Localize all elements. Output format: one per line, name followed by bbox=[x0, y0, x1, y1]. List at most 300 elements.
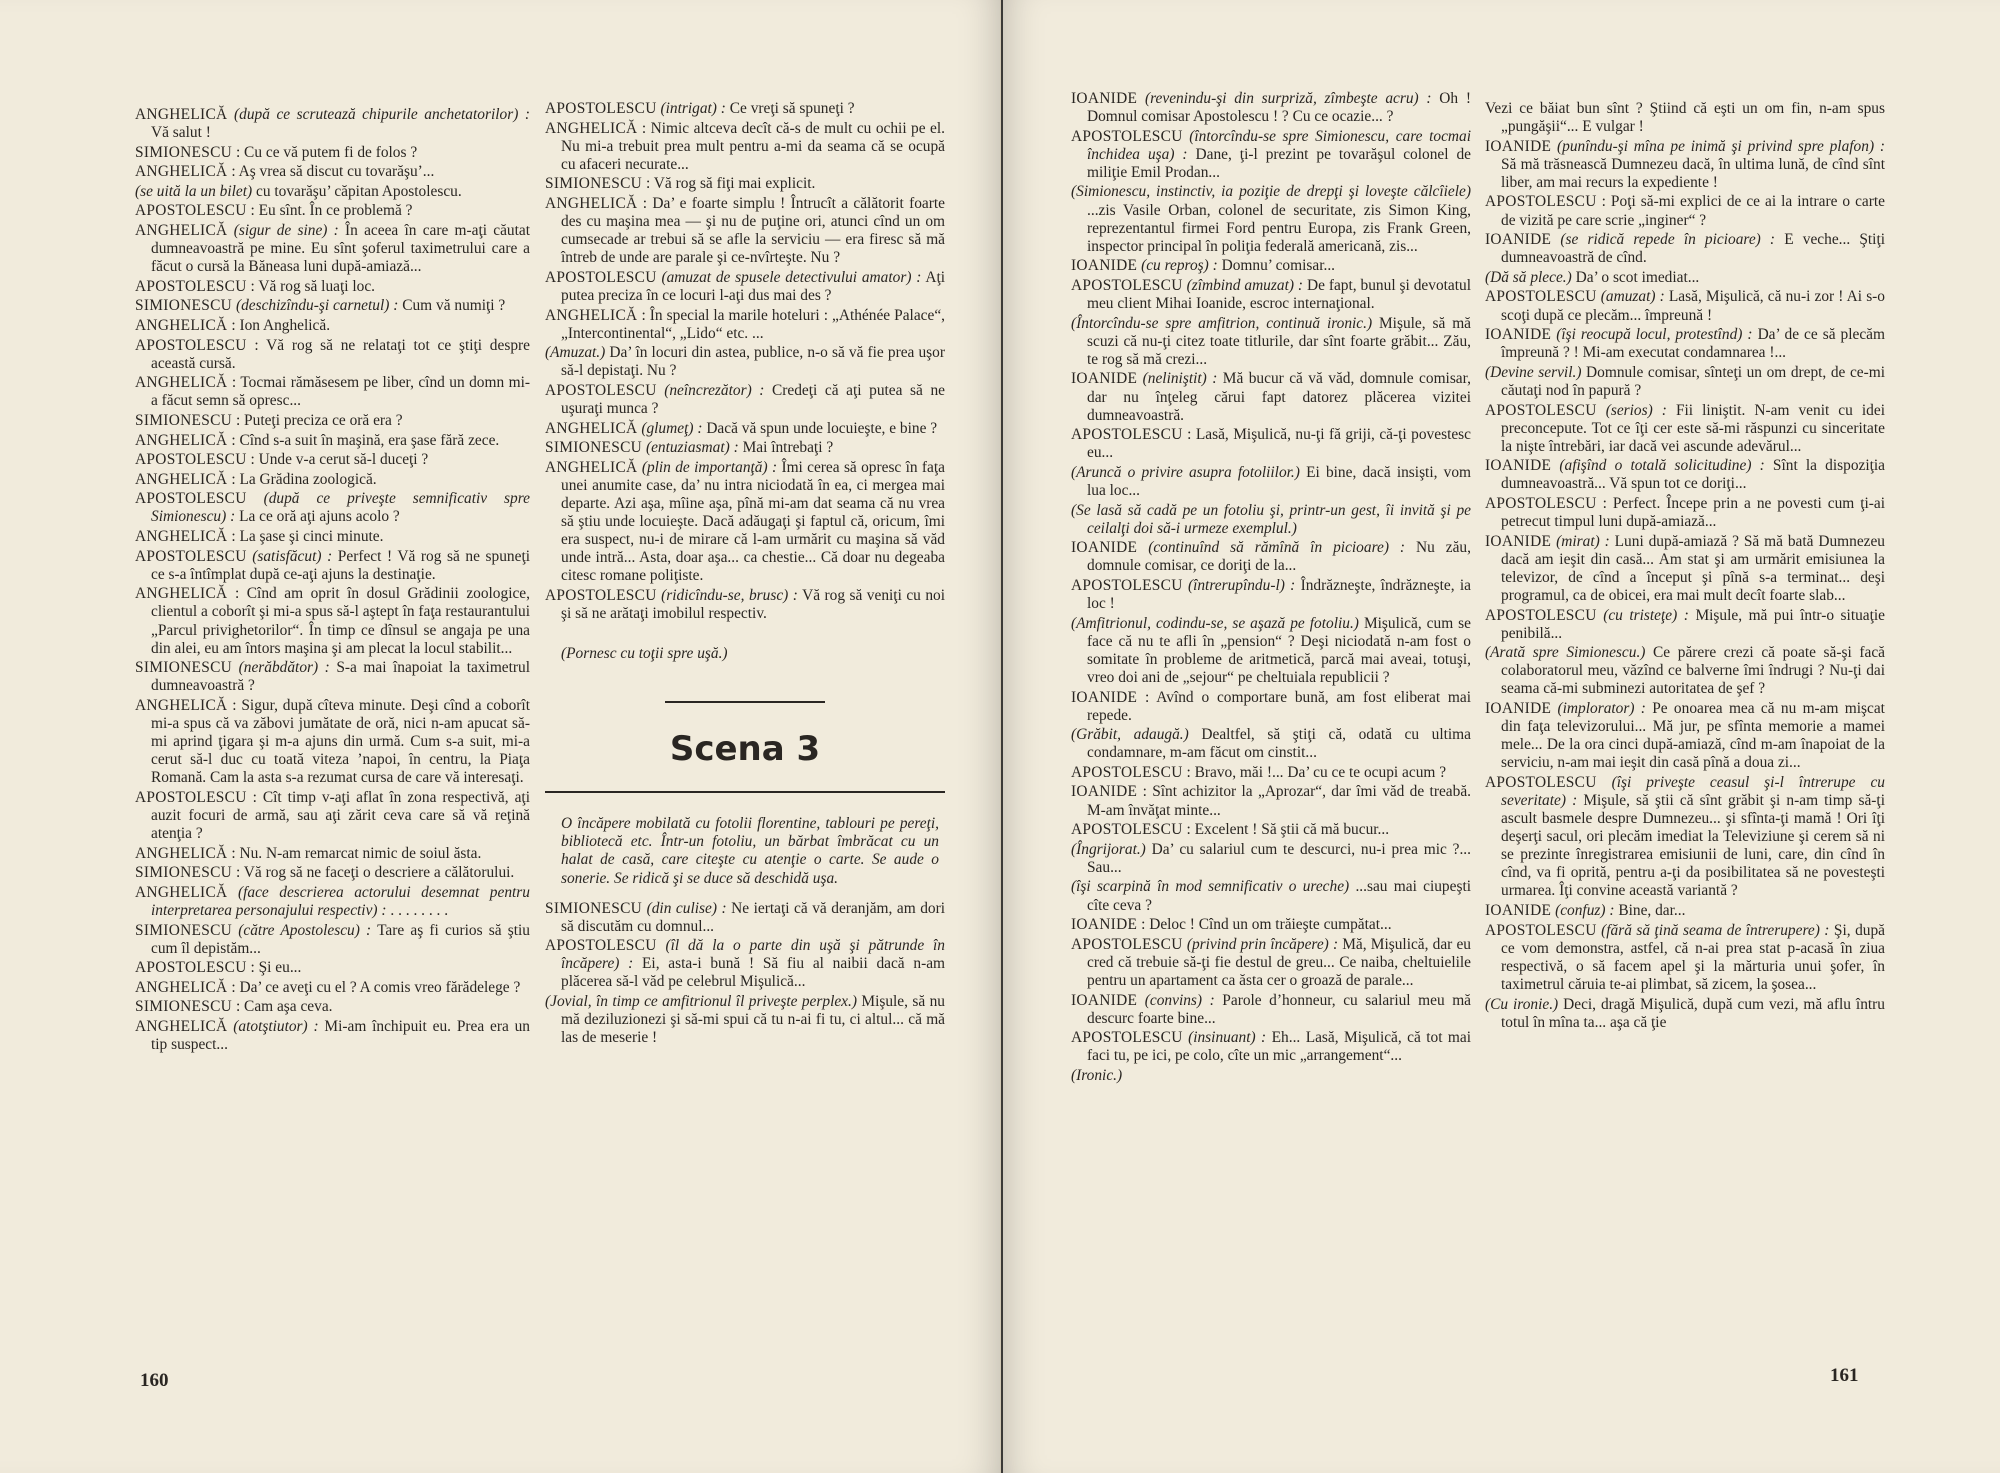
speaker-name: IOANIDE bbox=[1071, 370, 1138, 388]
dialogue-text: : Puteţi preciza ce oră era ? bbox=[235, 412, 403, 429]
stage-direction-inline: (entuziasmat) : bbox=[645, 439, 739, 457]
dialogue-text: Da’ cu salariul cum te descurci, nu-i prea mic ?... Sau... bbox=[1087, 840, 1471, 876]
speaker-name: ANGHELICĂ bbox=[135, 978, 228, 996]
speaker-name: ANGHELICĂ bbox=[545, 419, 638, 437]
dialogue-line bbox=[135, 337, 530, 373]
speaker-name: ANGHELICĂ bbox=[135, 163, 228, 181]
speaker-name: SIMIONESCU bbox=[545, 439, 643, 457]
dialogue-line bbox=[135, 163, 530, 181]
dialogue-line bbox=[135, 1018, 530, 1054]
speaker-name: APOSTOLESCU bbox=[1071, 763, 1183, 781]
stage-direction-inline: (din culise) : bbox=[646, 899, 727, 917]
speaker-name: APOSTOLESCU bbox=[545, 268, 657, 286]
stage-direction-inline: (neliniştit) : bbox=[1142, 370, 1218, 388]
speaker-name: APOSTOLESCU bbox=[1071, 576, 1183, 594]
dialogue-line bbox=[1071, 1029, 1471, 1065]
dialogue-line bbox=[1485, 457, 1885, 493]
dialogue-line bbox=[135, 922, 530, 958]
dialogue-line bbox=[135, 864, 530, 882]
dialogue-line bbox=[1071, 821, 1471, 839]
dialogue-line bbox=[545, 420, 945, 438]
dialogue-line bbox=[135, 998, 530, 1016]
speaker-name: IOANIDE bbox=[1485, 700, 1552, 717]
dialogue-text: : În special la marile hoteluri : „Athénée Palace“, „Intercontinental“, „Lido“ etc. ... bbox=[561, 306, 945, 342]
dialogue-line bbox=[1071, 577, 1471, 613]
dialogue-text: Nu zău, domnule comisar, ce doriţi de la... bbox=[1087, 539, 1471, 575]
dialogue-line bbox=[135, 548, 530, 584]
speaker-name: ANGHELICĂ bbox=[135, 317, 228, 335]
dialogue-text: : Deloc ! Cînd un om trăieşte cumpătat... bbox=[1141, 916, 1392, 934]
dialogue-text: Mişulică, cum se face că nu te afli în „pension“ ? Deşi niciodată n-am fost o somitate în probleme de aritmetică, parcă mai aveai, totuşi, vreo doi ani de „sejour“ pe cheltuiala republicii ? bbox=[1087, 614, 1471, 686]
dialogue-text: Lasă, Mişulică, că nu-i zor ! Ai s-o scoţi după ce plecăm... împreună ! bbox=[1501, 288, 1885, 324]
dialogue-text: Oh ! Domnul comisar Apostolescu ! ? Cu ce ocazie... ? bbox=[1087, 90, 1471, 126]
speaker-name: SIMIONESCU bbox=[135, 297, 233, 315]
dialogue-line bbox=[545, 307, 945, 343]
speaker-name: APOSTOLESCU bbox=[135, 277, 247, 295]
dialogue-text: Ei, asta-i bună ! Să fiu al naibii dacă n-am plăcerea să-l văd pe celebrul Mişulică... bbox=[561, 955, 945, 991]
dialogue-text: cu tovarăşu’ căpitan Apostolescu. bbox=[255, 182, 462, 200]
dialogue-line bbox=[1485, 922, 1885, 994]
dialogue-line bbox=[135, 278, 530, 296]
speaker-name: ANGHELICĂ bbox=[135, 1018, 228, 1035]
dialogue-text: : Vă rog să ne faceţi o descriere a călătorului. bbox=[235, 864, 515, 882]
stage-direction-inline: (îşi priveşte ceasul şi-l întrerupe cu severitate) : bbox=[1501, 773, 1885, 809]
dialogue-text: : Eu sînt. În ce problemă ? bbox=[250, 202, 413, 220]
stage-direction-inline: (serios) : bbox=[1605, 401, 1667, 419]
stage-direction-inline: (întrerupîndu-l) : bbox=[1187, 576, 1296, 594]
speaker-name: APOSTOLESCU bbox=[1485, 921, 1597, 939]
speaker-name: APOSTOLESCU bbox=[1485, 288, 1597, 306]
dialogue-line bbox=[1071, 689, 1471, 725]
speaker-name: APOSTOLESCU bbox=[1071, 127, 1183, 145]
stage-direction-inline: (se ridică repede în picioare) : bbox=[1560, 231, 1776, 249]
speaker-name: APOSTOLESCU bbox=[135, 336, 247, 354]
speaker-name: IOANIDE bbox=[1485, 137, 1552, 155]
stage-direction-inline: (continuînd să rămînă în picioare) : bbox=[1148, 539, 1406, 557]
speaker-name: SIMIONESCU bbox=[135, 143, 233, 161]
right-page bbox=[1003, 0, 2000, 1473]
dialogue-line bbox=[135, 297, 530, 315]
dialogue-text: : Sînt achizitor la „Aprozar“, dar îmi văd de treabă. M-am învăţat minte... bbox=[1087, 783, 1471, 819]
dialogue-line bbox=[1485, 364, 1885, 400]
dialogue-text: : Vă rog să ne relataţi tot ce ştiţi despre această cursă. bbox=[151, 336, 530, 372]
stage-direction-inline: (Ironic.) bbox=[1071, 1066, 1123, 1084]
dialogue-text: : Cît timp v-aţi aflat în zona respectivă, aţi auzit focuri de armă, sau aţi zărit ceva care să vă reţină atenţia ? bbox=[151, 788, 530, 843]
speaker-name: APOSTOLESCU bbox=[135, 490, 247, 508]
stage-direction-inline: (îşi scarpină în mod semnificativ o ureche) bbox=[1071, 878, 1350, 896]
stage-direction-inline: (afişînd o totală solicitudine) : bbox=[1559, 457, 1765, 475]
stage-direction-inline: (intrigat) : bbox=[660, 100, 726, 117]
speaker-name: IOANIDE bbox=[1071, 688, 1138, 706]
speaker-name: IOANIDE bbox=[1485, 902, 1552, 920]
dialogue-line bbox=[1485, 996, 1885, 1032]
dialogue-text: Mişule, să mă scuzi că nu-ţi citez toate titlurile, dar sînt foarte grăbit... Zău, te rog să mă crezi... bbox=[1087, 314, 1471, 368]
dialogue-text: Vă rog să veniţi cu noi şi să ne arătaţi imobilul respectiv. bbox=[561, 586, 945, 623]
stage-direction-inline: (Arată spre Simionescu.) bbox=[1485, 644, 1646, 662]
speaker-name: APOSTOLESCU bbox=[545, 100, 657, 117]
stage-direction-inline: (Jovial, în timp ce amfitrionul îl priveşte perplex.) bbox=[545, 993, 857, 1011]
dialogue-text: Fii liniştit. N-am venit cu idei preconcepute. Tot ce îţi cer este să-mi răspunzi cu sinceritate la nişte întrebări, iar dacă vei ascunde adevărul... bbox=[1501, 401, 1885, 455]
stage-direction-inline: (privind prin încăpere) : bbox=[1186, 935, 1339, 953]
dialogue-text: Mai întrebaţi ? bbox=[742, 439, 834, 457]
stage-direction-inline: (după ce priveşte semnificativ spre Simionescu) : bbox=[151, 490, 530, 526]
stage-direction-inline: (glumeţ) : bbox=[641, 419, 703, 437]
dialogue-line bbox=[135, 106, 530, 142]
speaker-name: ANGHELICĂ bbox=[545, 458, 638, 476]
speaker-name: APOSTOLESCU bbox=[1071, 935, 1183, 953]
dialogue-line bbox=[135, 959, 530, 977]
dialogue-text: : Nu. N-am remarcat nimic de soiul ăsta. bbox=[231, 844, 482, 862]
dialogue-text: Îmi cerea să opresc în faţa unei anumite case, da’ nu intra niciodată în ea, ci mergea mai departe. Azi aşa, mîine aşa, pînă mi-am dat seama că nu vrea să ştiu unde locuieşte. Dacă adăugaţi şi faptul că, oricum, îmi era suspect, nu-i de mirare că l-am urmărit cu maşina să văd unde intră... Asta, doar aşa... ca chestie... Că doar nu degeaba citesc romane poliţiste. bbox=[561, 458, 945, 585]
dialogue-line bbox=[135, 412, 530, 430]
stage-direction-inline: (Cu ironie.) bbox=[1485, 995, 1559, 1013]
dialogue-line bbox=[135, 884, 530, 920]
stage-direction-inline: (întorcîndu-se spre Simionescu, care tocmai închidea uşa) : bbox=[1087, 127, 1471, 163]
dialogue-text: Mi-am închipuit eu. Prea era un tip suspect... bbox=[151, 1018, 530, 1054]
dialogue-line bbox=[545, 269, 945, 305]
dialogue-line bbox=[135, 144, 530, 162]
dialogue-line bbox=[1485, 902, 1885, 920]
dialogue-text: Dacă vă spun unde locuieşte, e bine ? bbox=[706, 419, 938, 437]
stage-direction-inline: (Amuzat.) bbox=[545, 344, 606, 362]
speaker-name: APOSTOLESCU bbox=[1485, 193, 1597, 211]
stage-direction-inline: (atotştiutor) : bbox=[233, 1018, 319, 1035]
speaker-name: ANGHELICĂ bbox=[135, 470, 228, 488]
dialogue-text: Ei bine, dacă insişti, vom lua loc... bbox=[1087, 463, 1471, 499]
speaker-name: SIMIONESCU bbox=[135, 921, 233, 939]
dialogue-text: Da’ o scot imediat... bbox=[1575, 268, 1700, 286]
dialogue-text: Ce vreţi să spuneţi ? bbox=[729, 100, 855, 117]
dialogue-line bbox=[1071, 128, 1471, 182]
stage-direction-inline: (îşi reocupă locul, protestînd) : bbox=[1556, 326, 1753, 344]
speaker-name: APOSTOLESCU bbox=[1071, 276, 1183, 294]
stage-direction-inline: (insinuant) : bbox=[1188, 1029, 1267, 1047]
dialogue-line bbox=[545, 900, 945, 936]
stage-direction-inline: (plin de importanţă) : bbox=[641, 458, 778, 476]
speaker-name: APOSTOLESCU bbox=[545, 937, 657, 955]
dialogue-line bbox=[545, 344, 945, 380]
left-column-2 bbox=[545, 100, 945, 1049]
dialogue-text: ...zis Vasile Orban, colonel de securitate, zis Simon King, reprezentantul firmei Ford pentru Europa, zis Frank Green, inspector principal în poliţia federală americană, zis... bbox=[1087, 201, 1471, 255]
dialogue-text: Mişule, mă pui într-o situaţie penibilă... bbox=[1501, 606, 1885, 642]
dialogue-line bbox=[545, 459, 945, 586]
stage-direction-inline: (amuzat de spusele detectivului amator) : bbox=[661, 268, 922, 286]
dialogue-text: : Sigur, după cîteva minute. Deşi cînd a coborît mi-a spus că va zăbovi jumătate de oră, nici n-am apucat să-mi aprind ţigara şi m-a ajuns din urmă. Cum s-a suit, mi-a cerut să-l duc cu toată viteza ’napoi, în centru, la Piaţa Romană. Cam la asta s-a rezumat cursa de care vă interesaţi. bbox=[151, 696, 530, 787]
speaker-name: IOANIDE bbox=[1071, 991, 1138, 1009]
speaker-name: APOSTOLESCU bbox=[1485, 773, 1597, 791]
speaker-name: ANGHELICĂ bbox=[135, 106, 228, 123]
dialogue-text: Ce părere crezi că poate să-şi facă colaboratorul meu, văzînd ce balverne îmi îndrugi ? Nu-ţi dai seama că-mi subminezi autoritatea de şef ? bbox=[1501, 644, 1885, 698]
dialogue-text: Mişule, să ştii că sînt grăbit şi n-am timp să-ţi ascult basmele despre Dumnezeu... şi sfînta-ţi mamă ! Ori îţi deşerţi sacul, ori plecăm imediat la Televiziune şi cerem să ni se prezinte înregistrarea emisiunii de luni, care, din cînd în cînd, va fi oprită, pentru a-ţi da posibilitatea să ne povesteşti urmarea. Îţi convine această variantă ? bbox=[1501, 791, 1885, 900]
dialogue-line bbox=[1485, 533, 1885, 605]
speaker-name: APOSTOLESCU bbox=[1485, 606, 1597, 624]
dialogue-text: : Cînd am oprit în dosul Grădinii zoologice, clientul a coborît şi mi-a spus să-l aştept în faţa restaurantului „Parcul privighetorilor“. În timp ce dînsul se angaja pe una din alei, eu am întors maşina şi am plecat la locul stabilit... bbox=[151, 585, 530, 657]
divider-short bbox=[665, 701, 825, 703]
dialogue-line bbox=[1485, 269, 1885, 287]
dialogue-line bbox=[135, 374, 530, 410]
scene-description: O încăpere mobilată cu fotolii florentine, tablouri pe pereţi, bibliotecă etc. Într-un fotoliu, un bărbat îmbrăcat cu un halat de casă, care citeşte cu atenţie o carte. Se aude o sonerie. Se ridică şi se duce să deschidă uşa. bbox=[561, 815, 939, 887]
dialogue-text: Să mă trăsnească Dumnezeu dacă, în ultima lună, de cînd sînt liber, am mai recurs la expediente ! bbox=[1501, 155, 1885, 191]
speaker-name: IOANIDE bbox=[1485, 326, 1552, 344]
dialogue-line bbox=[1071, 936, 1471, 990]
stage-direction-inline: (Îngrijorat.) bbox=[1071, 840, 1146, 858]
stage-direction-inline: (amuzat) : bbox=[1600, 288, 1665, 306]
dialogue-text: : Vă rog să fiţi mai explicit. bbox=[645, 175, 816, 193]
divider-long bbox=[545, 791, 945, 793]
speaker-name: ANGHELICĂ bbox=[135, 844, 228, 862]
dialogue-line bbox=[1071, 841, 1471, 877]
dialogue-text: : Şi eu... bbox=[250, 959, 302, 977]
dialogue-line bbox=[1071, 916, 1471, 934]
stage-direction-inline: (face descrierea actorului desemnat pentru interpretarea personajului respectiv) : bbox=[151, 883, 530, 919]
dialogue-text: Vezi ce băiat bun sînt ? Ştiind că eşti un om fin, n-am spus „pungăşii“... E vulgar ! bbox=[1485, 100, 1885, 136]
dialogue-text: : Tocmai rămăsesem pe liber, cînd un domn mi-a făcut semn să opresc... bbox=[151, 374, 530, 410]
speaker-name: APOSTOLESCU bbox=[1071, 426, 1183, 444]
speaker-name: ANGHELICĂ bbox=[135, 528, 228, 546]
dialogue-text: Luni după-amiază ? Să mă bată Dumnezeu dacă am ieşit din casă... Am stat şi am urmărit emisiunea la televizor, de cînd a început şi pînă s-a terminat... deşi programul, ca de obicei, era mai mult decît foarte slab... bbox=[1501, 532, 1886, 604]
dialogue-text: E veche... Ştiţi dumneavoastră de cînd. bbox=[1501, 231, 1885, 267]
dialogue-text: : Cu ce vă putem fi de folos ? bbox=[235, 143, 418, 161]
dialogue-line bbox=[1071, 257, 1471, 275]
stage-direction-inline: (punîndu-şi mîna pe inimă şi privind spre plafon) : bbox=[1557, 137, 1885, 155]
speaker-name: ANGHELICĂ bbox=[545, 194, 638, 212]
dialogue-text: Parole d’honneur, cu salariul meu mă descurc foarte bine... bbox=[1087, 991, 1471, 1027]
dialogue-line bbox=[545, 195, 945, 267]
dialogue-text: : Avînd o comportare bună, am fost eliberat mai repede. bbox=[1087, 688, 1471, 724]
speaker-name: IOANIDE bbox=[1485, 457, 1552, 475]
dialogue-text: Deci, dragă Mişulică, după cum vezi, mă aflu întru totul în mîna ta... aşa că ţie bbox=[1501, 995, 1885, 1031]
dialogue-text: Perfect ! Vă rog să ne spuneţi ce s-a întîmplat după ce-aţi ajuns la destinaţie. bbox=[151, 547, 530, 583]
stage-direction-inline: (Amfitrionul, codindu-se, se aşază pe fotoliu.) bbox=[1071, 614, 1359, 632]
dialogue-text: : Poţi să-mi explici de ce ai la intrare o carte de vizită pe care scrie „inginer“ ? bbox=[1501, 193, 1885, 229]
dialogue-text: Tare aş fi curios să ştiu cum îl depistăm... bbox=[151, 921, 530, 957]
dialogue-line bbox=[135, 789, 530, 843]
dialogue-line bbox=[545, 120, 945, 174]
dialogue-text: Eh... Lasă, Mişulică, că tot mai faci tu, pe ici, pe colo, cîte un mic „arrangement“... bbox=[1087, 1029, 1471, 1065]
dialogue-line bbox=[545, 993, 945, 1047]
dialogue-line bbox=[1485, 700, 1885, 772]
dialogue-text: . . . . . . . . bbox=[390, 901, 449, 919]
page-number: 161 bbox=[1830, 1365, 1859, 1386]
left-column-1 bbox=[135, 106, 530, 1056]
dialogue-text: : Excelent ! Să ştii că mă bucur... bbox=[1186, 821, 1390, 839]
stage-direction-inline: (Devine servil.) bbox=[1485, 363, 1582, 381]
dialogue-text: Mişule, să nu mă deziluzionezi şi să-mi spui că tu n-ai fi tu, ci altul... că mă las de meserie ! bbox=[561, 993, 945, 1047]
dialogue-text: S-a mai înapoiat la taximetrul dumneavoastră ? bbox=[151, 659, 531, 695]
dialogue-line bbox=[1071, 315, 1471, 369]
dialogue-line bbox=[135, 222, 530, 276]
speaker-name: APOSTOLESCU bbox=[135, 959, 247, 977]
dialogue-text: De fapt, bunul şi devotatul meu client Mihai Ioanide, escroc internaţional. bbox=[1087, 276, 1471, 313]
dialogue-text: Sînt la dispoziţia dumneavoastră... Vă spun tot ce doriţi... bbox=[1501, 457, 1886, 493]
speaker-name: IOANIDE bbox=[1071, 916, 1138, 934]
speaker-name: SIMIONESCU bbox=[135, 659, 233, 677]
dialogue-line bbox=[1071, 726, 1471, 762]
stage-direction-inline: (sigur de sine) : bbox=[233, 222, 339, 240]
dialogue-line bbox=[1071, 426, 1471, 462]
speaker-name: APOSTOLESCU bbox=[135, 451, 247, 469]
dialogue-text: : Nimic altceva decît că-s de mult cu ochii pe el. Nu mi-a trebuit prea mult pentru a-mi da seama că se ocupă cu afaceri necurate... bbox=[561, 119, 945, 173]
dialogue-line bbox=[1071, 502, 1471, 538]
dialogue-line bbox=[545, 937, 945, 991]
speaker-name: ANGHELICĂ bbox=[135, 431, 228, 449]
stage-direction-inline: (nerăbdător) : bbox=[238, 659, 330, 677]
left-column-2-dialogue bbox=[545, 100, 945, 623]
dialogue-text: : Unde v-a cerut să-l duceţi ? bbox=[250, 451, 429, 469]
speaker-name: APOSTOLESCU bbox=[1485, 494, 1597, 512]
dialogue-line bbox=[135, 432, 530, 450]
dialogue-line bbox=[135, 202, 530, 220]
dialogue-line bbox=[135, 697, 530, 787]
dialogue-line bbox=[1485, 607, 1885, 643]
stage-direction-inline: (neîncrezător) : bbox=[664, 381, 765, 399]
dialogue-text: : Bravo, măi !... Da’ cu ce te ocupi acum ? bbox=[1186, 763, 1447, 781]
speaker-name: ANGHELICĂ bbox=[135, 374, 228, 392]
stage-direction-inline: (ridicîndu-se, brusc) : bbox=[661, 586, 798, 604]
dialogue-line bbox=[545, 382, 945, 418]
speaker-name: SIMIONESCU bbox=[135, 864, 233, 882]
stage-direction-inline: (îl dă la o parte din uşă şi pătrunde în încăpere) : bbox=[561, 937, 945, 973]
stage-direction-inline: (Grăbit, adaugă.) bbox=[1071, 726, 1189, 744]
stage-direction-inline: (după ce scrutează chipurile anchetatorilor) : bbox=[234, 106, 530, 123]
dialogue-text: Domnu’ comisar... bbox=[1221, 257, 1336, 275]
dialogue-text: Da’ de ce să plecăm împreună ? ! Mi-am executat condamnarea !... bbox=[1501, 326, 1885, 362]
speaker-name: APOSTOLESCU bbox=[545, 586, 657, 604]
stage-direction-inline: (mirat) : bbox=[1556, 532, 1610, 550]
dialogue-line bbox=[135, 585, 530, 657]
speaker-name: APOSTOLESCU bbox=[1071, 821, 1183, 839]
dialogue-text: Ne iertaţi că vă deranjăm, am dori să discutăm cu domnul... bbox=[561, 899, 946, 935]
speaker-name: IOANIDE bbox=[1071, 257, 1138, 275]
dialogue-line bbox=[1071, 370, 1471, 424]
dialogue-text: Bine, dar... bbox=[1618, 902, 1686, 920]
dialogue-line bbox=[1485, 326, 1885, 362]
dialogue-line bbox=[1071, 992, 1471, 1028]
dialogue-line bbox=[1071, 183, 1471, 255]
dialogue-text: Aţi putea preciza în ce locuri l-aţi dus mai des ? bbox=[561, 268, 946, 304]
dialogue-line bbox=[1485, 644, 1885, 698]
dialogue-line bbox=[1071, 878, 1471, 914]
right-column-1 bbox=[1071, 90, 1471, 1086]
scene-title: Scena 3 bbox=[669, 729, 821, 770]
speaker-name: APOSTOLESCU bbox=[135, 788, 247, 806]
dialogue-line bbox=[135, 979, 530, 997]
stage-direction-inline: (cu reproş) : bbox=[1141, 257, 1218, 275]
dialogue-line bbox=[1071, 615, 1471, 687]
speaker-name: SIMIONESCU bbox=[545, 899, 643, 917]
dialogue-line bbox=[1071, 1067, 1471, 1085]
dialogue-line bbox=[1071, 539, 1471, 575]
speaker-name: APOSTOLESCU bbox=[545, 381, 657, 399]
speaker-name: IOANIDE bbox=[1071, 539, 1138, 557]
speaker-name: APOSTOLESCU bbox=[135, 547, 247, 565]
dialogue-line bbox=[1485, 138, 1885, 192]
speaker-name: ANGHELICĂ bbox=[135, 883, 228, 901]
left-column-2-dialogue-continued bbox=[545, 900, 945, 1048]
dialogue-text: : Vă rog să luaţi loc. bbox=[250, 277, 376, 295]
dialogue-line bbox=[1071, 464, 1471, 500]
stage-direction-inline: (fără să ţină seama de întrerupere) : bbox=[1601, 921, 1830, 939]
dialogue-line bbox=[135, 845, 530, 863]
speaker-name: SIMIONESCU bbox=[135, 998, 233, 1016]
dialogue-line bbox=[135, 451, 530, 469]
dialogue-line bbox=[1485, 774, 1885, 901]
dialogue-text: Domnule comisar, sînteţi un om drept, de ce-mi căutaţi nod în papură ? bbox=[1501, 363, 1885, 399]
dialogue-line bbox=[1485, 231, 1885, 267]
speaker-name: ANGHELICĂ bbox=[135, 696, 228, 714]
speaker-name: ANGHELICĂ bbox=[545, 119, 638, 137]
dialogue-text: : Da’ ce aveţi cu el ? A comis vreo fărădelege ? bbox=[231, 978, 521, 996]
speaker-name: IOANIDE bbox=[1485, 231, 1552, 249]
dialogue-text: : Cam aşa ceva. bbox=[235, 998, 333, 1016]
dialogue-text: : Da’ e foarte simplu ! Întrucît a călătorit foarte des cu maşina mea — şi nu de puţine ori, atunci cînd un om cumsecade ar trebui să se afle la serviciu — era firesc să mă întreb de unde are parale şi ce-nvîrteşte. Nu ? bbox=[561, 194, 945, 267]
dialogue-text: Cum vă numiţi ? bbox=[402, 297, 506, 315]
speaker-name: IOANIDE bbox=[1485, 532, 1552, 550]
dialogue-text: Dealtfel, să ştiţi că, odată cu ultima condamnare, m-am făcut om cinstit... bbox=[1087, 726, 1471, 762]
page-number: 160 bbox=[140, 1370, 169, 1391]
speaker-name: ANGHELICĂ bbox=[545, 306, 638, 324]
dialogue-text: Vă salut ! bbox=[151, 124, 211, 142]
dialogue-text: : Ion Anghelică. bbox=[231, 317, 331, 335]
dialogue-text: În aceea în care m-aţi căutat dumneavoastră pe mine. Eu sînt şoferul taximetrului care a făcut o cursă la Băneasa luni după-amiază... bbox=[151, 222, 531, 276]
dialogue-line bbox=[135, 183, 530, 201]
speaker-name: ANGHELICĂ bbox=[135, 585, 228, 603]
speaker-name: APOSTOLESCU bbox=[1071, 1029, 1183, 1047]
speaker-name: APOSTOLESCU bbox=[1485, 401, 1597, 419]
stage-direction-inline: (confuz) : bbox=[1555, 902, 1615, 920]
dialogue-text: Mă, Mişulică, dar eu cred că trebuie să-ţi fie destul de greu... Ce naiba, cheltuielile pentru un apartament ca ăsta cer o groază de parale... bbox=[1087, 935, 1471, 989]
dialogue-text: : La şase şi cinci minute. bbox=[231, 528, 384, 546]
stage-direction-inline: (revenindu-şi din surpriză, zîmbeşte acru) : bbox=[1144, 90, 1432, 107]
stage-direction-inline: (Aruncă o privire asupra fotoliilor.) bbox=[1071, 463, 1300, 481]
speaker-name: IOANIDE bbox=[1071, 783, 1138, 801]
dialogue-text: Îndrăzneşte, îndrăzneşte, ia loc ! bbox=[1087, 576, 1471, 613]
dialogue-text: : La Grădina zoologică. bbox=[231, 470, 377, 488]
speaker-name: APOSTOLESCU bbox=[135, 202, 247, 220]
dialogue-line bbox=[1071, 277, 1471, 313]
stage-direction-inline: (către Apostolescu) : bbox=[238, 921, 372, 939]
dialogue-text: : Cînd s-a suit în maşină, era şase fără zece. bbox=[231, 431, 500, 449]
stage-direction-inline: (se uită la un bilet) bbox=[135, 182, 253, 200]
dialogue-line bbox=[1485, 495, 1885, 531]
dialogue-line bbox=[1485, 288, 1885, 324]
dialogue-line bbox=[545, 175, 945, 193]
stage-direction-inline: (zîmbind amuzat) : bbox=[1186, 276, 1304, 294]
stage-direction-inline: (cu tristeţe) : bbox=[1603, 606, 1689, 624]
stage-direction-inline: (implorator) : bbox=[1557, 700, 1646, 717]
dialogue-text: Mă bucur că vă văd, domnule comisar, dar nu înţeleg cărui fapt datorez plăcerea vizitei dumneavoastră. bbox=[1087, 370, 1471, 424]
stage-direction: (Pornesc cu toţii spre uşă.) bbox=[561, 645, 728, 663]
stage-direction-inline: (Simionescu, instinctiv, ia poziţie de drepţi şi loveşte călcîiele) bbox=[1071, 183, 1471, 201]
dialogue-text: Da’ în locuri din astea, publice, n-o să vă fie prea uşor să-l depistaţi. Nu ? bbox=[561, 344, 945, 380]
dialogue-line bbox=[1071, 764, 1471, 782]
dialogue-line bbox=[545, 100, 945, 118]
dialogue-line bbox=[1071, 90, 1471, 126]
dialogue-line bbox=[1485, 402, 1885, 456]
dialogue-text: : Lasă, Mişulică, nu-ţi fă griji, că-ţi povestesc eu... bbox=[1087, 426, 1471, 462]
dialogue-text: : Aş vrea să discut cu tovarăşu’... bbox=[231, 163, 435, 181]
dialogue-line bbox=[1071, 783, 1471, 819]
stage-direction-inline: (deschizîndu-şi carnetul) : bbox=[235, 297, 399, 315]
dialogue-line bbox=[135, 490, 530, 526]
dialogue-text: Credeţi că aţi putea să ne uşuraţi munca ? bbox=[561, 381, 945, 417]
stage-direction-inline: (convins) : bbox=[1144, 991, 1215, 1009]
dialogue-text: ...sau mai ciupeşti cîte ceva ? bbox=[1087, 878, 1471, 914]
dialogue-line bbox=[545, 439, 945, 457]
dialogue-line bbox=[135, 471, 530, 489]
speaker-name: IOANIDE bbox=[1071, 90, 1138, 107]
speaker-name: ANGHELICĂ bbox=[135, 222, 228, 240]
